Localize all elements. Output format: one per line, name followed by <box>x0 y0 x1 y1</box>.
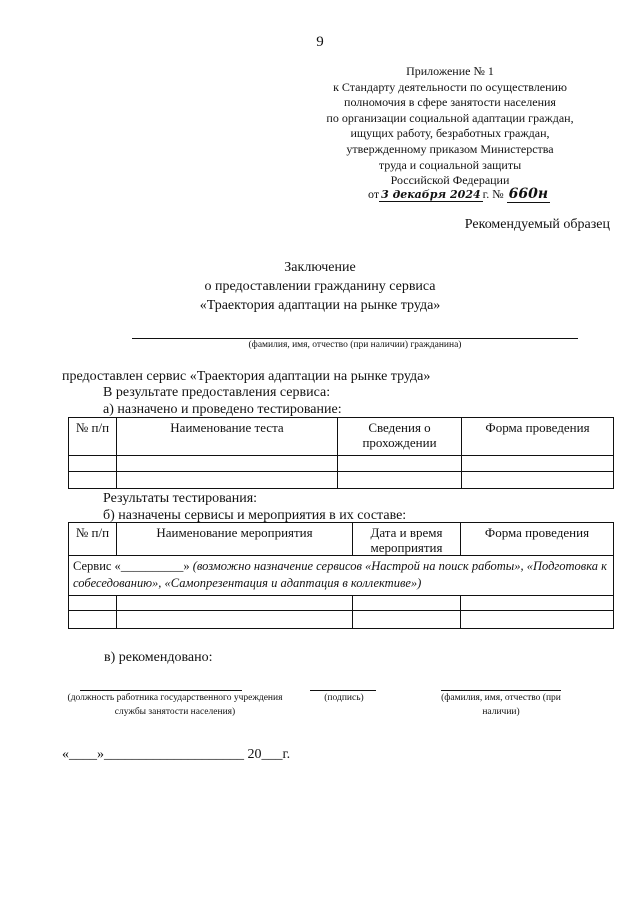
column-header: Дата и время мероприятия <box>353 523 461 556</box>
name-caption: (фамилия, имя, отчество (при наличии) <box>441 693 561 717</box>
table-row <box>69 596 614 611</box>
date-open-quote: « <box>62 747 69 762</box>
column-header: № п/п <box>69 418 117 456</box>
service-name-blank: __________ <box>120 559 184 573</box>
order-number-handwritten: 660н <box>508 186 549 202</box>
document-title <box>0 258 640 315</box>
as-result-text: В результате предоставления сервиса: <box>103 385 331 400</box>
citizen-name-line <box>132 338 578 339</box>
column-header: № п/п <box>69 523 117 556</box>
date-year-blank: ___ <box>261 747 283 762</box>
date-day-blank: ____ <box>69 747 97 762</box>
page-number: 9 <box>316 34 324 50</box>
service-row <box>69 556 614 596</box>
title-line: «Траектория адаптации на рынке труда» <box>199 298 441 313</box>
testing-table <box>68 417 614 489</box>
date-year-prefix: 20 <box>247 747 262 762</box>
item-b-text: б) назначены сервисы и мероприятия в их составе: <box>103 508 407 523</box>
table-row <box>69 611 614 629</box>
column-header: Наименование мероприятия <box>117 523 353 556</box>
service-note: (возможно назначение сервисов «Настрой на поиск работы», «Подготовка к собеседованию», «Самопрезентация и адаптация в коллективе») <box>73 559 607 590</box>
title-line: о предоставлении гражданину сервиса <box>204 279 436 294</box>
services-table <box>68 522 614 629</box>
table-row <box>69 456 614 472</box>
position-caption: (должность работника государственного учреждения службы занятости населения) <box>67 693 283 717</box>
test-results-text: Результаты тестирования: <box>103 491 258 506</box>
title-line: Заключение <box>284 260 356 275</box>
approval-line: труда и социальной защиты <box>378 157 522 172</box>
column-header: Форма проведения <box>461 523 614 556</box>
approval-line: полномочия в сфере занятости населения <box>344 95 556 110</box>
approval-line: по организации социальной адаптации граждан, <box>326 110 574 125</box>
approval-line: Российской Федерации <box>390 173 510 188</box>
order-mid: г. № <box>482 187 504 201</box>
service-suffix: » <box>183 559 190 573</box>
provided-text: предоставлен сервис «Траектория адаптации на рынке труда» <box>62 369 431 384</box>
column-header: Форма проведения <box>462 418 614 456</box>
approval-line: Приложение № 1 <box>406 64 494 78</box>
approval-line: к Стандарту деятельности по осуществлению <box>333 79 567 94</box>
approval-line: утвержденному приказом Министерства <box>346 141 554 156</box>
column-header: Сведения о прохождении <box>338 418 462 456</box>
approval-block <box>312 64 588 189</box>
order-line <box>368 186 550 203</box>
citizen-name-caption: (фамилия, имя, отчество (при наличии) гражданина) <box>248 340 462 350</box>
date-year-suffix: г. <box>282 747 291 762</box>
item-a-text: а) назначено и проведено тестирование: <box>103 402 342 417</box>
table-row <box>69 472 614 489</box>
date-line <box>62 747 290 763</box>
item-c-text: в) рекомендовано: <box>104 650 213 665</box>
order-prefix: от <box>368 187 380 201</box>
date-month-blank: ____________________ <box>104 747 244 762</box>
signature-caption: (подпись) <box>324 693 364 703</box>
date-close-quote: » <box>97 747 104 762</box>
service-prefix: Сервис « <box>73 559 121 573</box>
order-date-handwritten: 3 декабря 2024 <box>381 188 481 201</box>
column-header: Наименование теста <box>117 418 338 456</box>
approval-line: ищущих работу, безработных граждан, <box>350 126 550 141</box>
recommended-sample-label: Рекомендуемый образец <box>464 217 610 232</box>
